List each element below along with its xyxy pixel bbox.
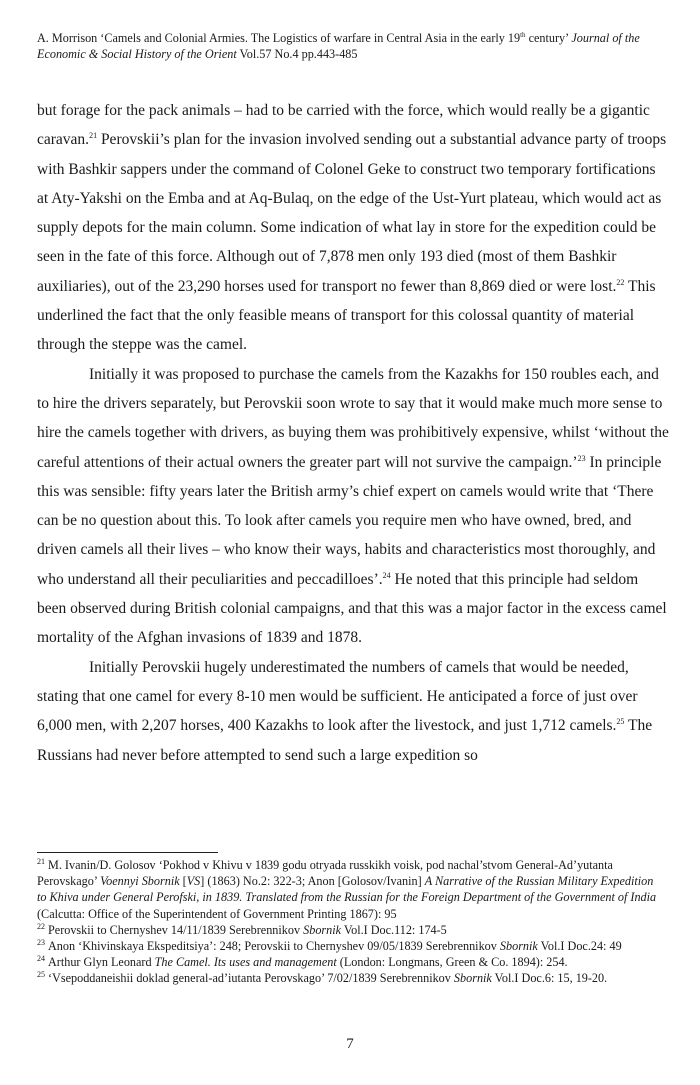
footnote-ref[interactable]: 21: [89, 131, 98, 141]
header-citation: A. Morrison ‘Camels and Colonial Armies. The Logistics of warfare in Central Asia in the early 19: [37, 31, 521, 45]
footnote-ref[interactable]: 23: [577, 453, 586, 463]
body-text: [37, 96, 669, 770]
footnote: $^{22}$ Perovskii to Chernyshev 14/11/1839 Serebrennikov Sbornik Vol.I Doc.112: 174-5: [37, 921, 447, 937]
footnote: $^{24}$ Arthur Glyn Leonard The Camel. Its uses and management (London: Longmans, Green & Co. 1894): 254.: [37, 954, 568, 970]
footnote-number: 25: [37, 970, 45, 980]
footnote-ref[interactable]: 24: [382, 570, 391, 580]
paragraph: but forage for the pack animals – had to be carried with the force, which would really be a gigantic caravan.$^{21}$ Perovskii’s plan for the invasion involved sending out a substantial advance party of troops with Bashkir sappers under the command of Colonel Geke to construct two temporary fortifications at Aty-Yakshi on the Emba and at Aq-Bulaq, on the edge of the Ust-Yurt plateau, which would act as supply depots for the main column. Some indication of what lay in store for the expedition could be seen in the fate of this force. Although out of 7,878 men only 193 died (most of them Bashkir auxiliaries), out of the 23,290 horses used for transport no fewer than 8,869 died or were lost.$^{22}$ This underlined the fact that the only feasible means of transport for this colossal quantity of material through the steppe was the camel.: [37, 102, 667, 354]
footnote: $^{23}$ Anon ‘Khivinskaya Ekspeditsiya’: 248; Perovskii to Chernyshev 09/05/1839 Serebrennikov Sbornik Vol.I Doc.24: 49: [37, 937, 622, 954]
footnote-ref[interactable]: 25: [616, 717, 625, 727]
footnote-number: 24: [37, 954, 45, 964]
footnote: $^{21}$ M. Ivanin/D. Golosov ‘Pokhod v Khivu v 1839 godu otryada russkikh voisk, pod nachal’stvom General-Ad’yutanta Perovskago’ Voennyi Sbornik [VS] (1863) No.2: 322-3; Anon [Golosov/Ivanin] A Narrative of the Russian Military Expedition to Khiva under General Perofski, in 1839. Translated from the Russian for the Foreign Department of the Government of India (Calcutta: Office of the Superintendent of Government Printing 1867): 95: [37, 856, 657, 921]
journal-volume: Vol.57 No.4 pp.443-485: [236, 47, 358, 61]
footnote: $^{25}$ ‘Vsepoddaneishii doklad general-ad’iutanta Perovskago’ 7/02/1839 Serebrennikov Sbornik Vol.I Doc.6: 15, 19-20.: [37, 970, 608, 986]
header-superscript: th: [520, 30, 526, 39]
paragraph: Initially it was proposed to purchase the camels from the Kazakhs for 150 roubles each, and to hire the drivers separately, but Perovskii soon wrote to say that it would make much more sense to hire the camels together with drivers, as buying them was prohibitively expensive, whilst ‘without the careful attentions of their actual owners the greater part will not survive the campaign.’$^{23}$ In principle this was sensible: fifty years later the British army’s chief expert on camels would write that ‘There can be no question about this. To look after camels you require men who have owned, bred, and driven camels all their lives – who know their ways, habits and characteristics most thoroughly, and who understand all their peculiarities and peccadilloes’.$^{24}$ He noted that this principle had seldom been observed during British colonial campaigns, and that this was a major factor in the excess camel mortality of the Afghan invasions of 1839 and 1878.: [37, 365, 669, 647]
page-number: 7: [346, 1036, 354, 1052]
journal-title: Journal of the Economic & Social History of the Orient: [37, 31, 640, 61]
footnote-number: 23: [37, 937, 45, 947]
footnote-separator: [37, 852, 218, 853]
footnotes: [37, 857, 663, 987]
footnote-ref[interactable]: 22: [616, 277, 625, 287]
paragraph: Initially Perovskii hugely underestimated the numbers of camels that would be needed, stating that one camel for every 8-10 men would be sufficient. He anticipated a force of just over 6,000 men, with 2,207 horses, 400 Kazakhs to look after the livestock, and just 1,712 camels.$^{25}$ The Russians had never before attempted to send such a large expedition so: [37, 658, 653, 764]
footnote-number: 22: [37, 921, 45, 931]
header-citation-cont: century’: [525, 31, 572, 45]
running-header: [37, 30, 663, 62]
footnote-number: 21: [37, 856, 45, 866]
